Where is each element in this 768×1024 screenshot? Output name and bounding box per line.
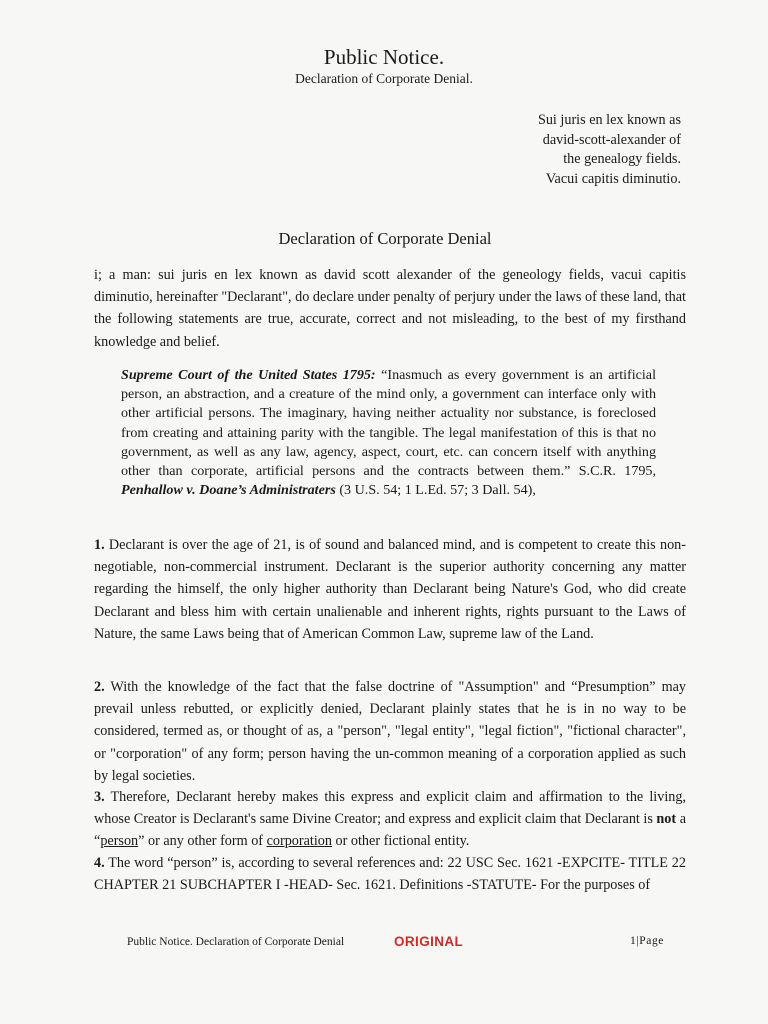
page-footer [0, 934, 768, 954]
paragraph-text: a “ [94, 811, 686, 850]
footer-title: Public Notice. Declaration of Corporate Denial [127, 936, 345, 948]
quote-court: Supreme Court of the United States 1795: [121, 367, 376, 383]
paragraph-text: or other fictional entity. [331, 833, 470, 850]
paragraph-number: 2. [94, 679, 105, 695]
sui-line: david-scott-alexander of [542, 131, 681, 148]
quote-case: Penhallow v. Doane’s Administraters [121, 482, 336, 499]
paragraph-number: 1. [94, 537, 105, 553]
sui-line: Sui juris en lex known as [537, 112, 681, 128]
paragraph-text: ” or any other form of [138, 833, 267, 850]
sui-line: Vacui capitis diminutio. [545, 170, 681, 187]
underlined-person: person [100, 833, 139, 850]
quote-text: “Inasmuch as every government is an artificial person, an abstraction, and a creature of the mind only, a government can interface only with other artificial persons. The imaginary, having neither actuality nor substance, is foreclosed from creating and attaining parity with the tangible. The legal manifestation of this is that no government, as well as any law, agency, aspect, court, etc. can concern itself with anything other than corporate, artificial persons and the contracts between them.” S.C.R. 1795, [121, 367, 656, 480]
paragraph-1 [94, 534, 686, 645]
sui-juris-block [441, 111, 681, 189]
paragraph-text: Therefore, Declarant hereby makes this express and explicit claim and affirmation to the living, whose Creator is Declarant's same Divine Creator; and express and explicit claim that Declarant is [94, 789, 686, 828]
original-stamp: ORIGINAL [394, 934, 464, 949]
paragraph-3 [94, 786, 686, 853]
paragraph-number: 4. [94, 855, 105, 871]
emphasis-not: not [656, 811, 677, 828]
paragraph-2 [94, 676, 686, 787]
paragraph-number: 3. [94, 789, 105, 805]
paragraph-text: The word “person” is, according to several references and: 22 USC Sec. 1621 -EXPCITE- TITLE 22 CHAPTER 21 SUBCHAPTER I -HEAD- Sec. 1621. Definitions -STATUTE- For the purposes of [94, 855, 686, 894]
paragraph-4 [94, 852, 686, 896]
quote-cite: (3 U.S. 54; 1 L.Ed. 57; 3 Dall. 54), [335, 482, 536, 499]
page-title: Public Notice. [323, 45, 445, 69]
paragraph-text: With the knowledge of the fact that the false doctrine of "Assumption" and “Presumption” may prevail unless rebutted, or explicitly denied, Declarant plainly states that he is in no way to be considered, termed as, or thought of as, a "person", "legal entity", "legal fiction", "fictional character", or "corporation" of any form; person having the un-common meaning of a corporation applied as such by legal societies. [94, 679, 686, 784]
intro-paragraph: i; a man: sui juris en lex known as david scott alexander of the geneology fields, vacui capitis diminutio, hereinafter "Declarant", do declare under penalty of perjury under the laws of these land, that the following statements are true, accurate, correct and not misleading, to the best of my firsthand knowledge and belief. [94, 267, 686, 350]
paragraph-text: Declarant is over the age of 21, is of sound and balanced mind, and is competent to create this non-negotiable, non-commercial instrument. Declarant is the superior authority concerning any matter regarding the himself, the only higher authority than Declarant being Nature's God, who did create Declarant and bless him with certain unalienable and inherent rights, rights pursuant to the Laws of Nature, the same Laws being that of American Common Law, supreme law of the Land. [94, 537, 686, 642]
sui-line: the genealogy fields. [563, 151, 681, 167]
section-heading: Declaration of Corporate Denial [278, 229, 492, 248]
page-subtitle: Declaration of Corporate Denial. [295, 71, 473, 86]
underlined-corporation: corporation [266, 833, 332, 850]
court-quote [121, 366, 656, 500]
page-number: 1|Page [630, 935, 665, 947]
